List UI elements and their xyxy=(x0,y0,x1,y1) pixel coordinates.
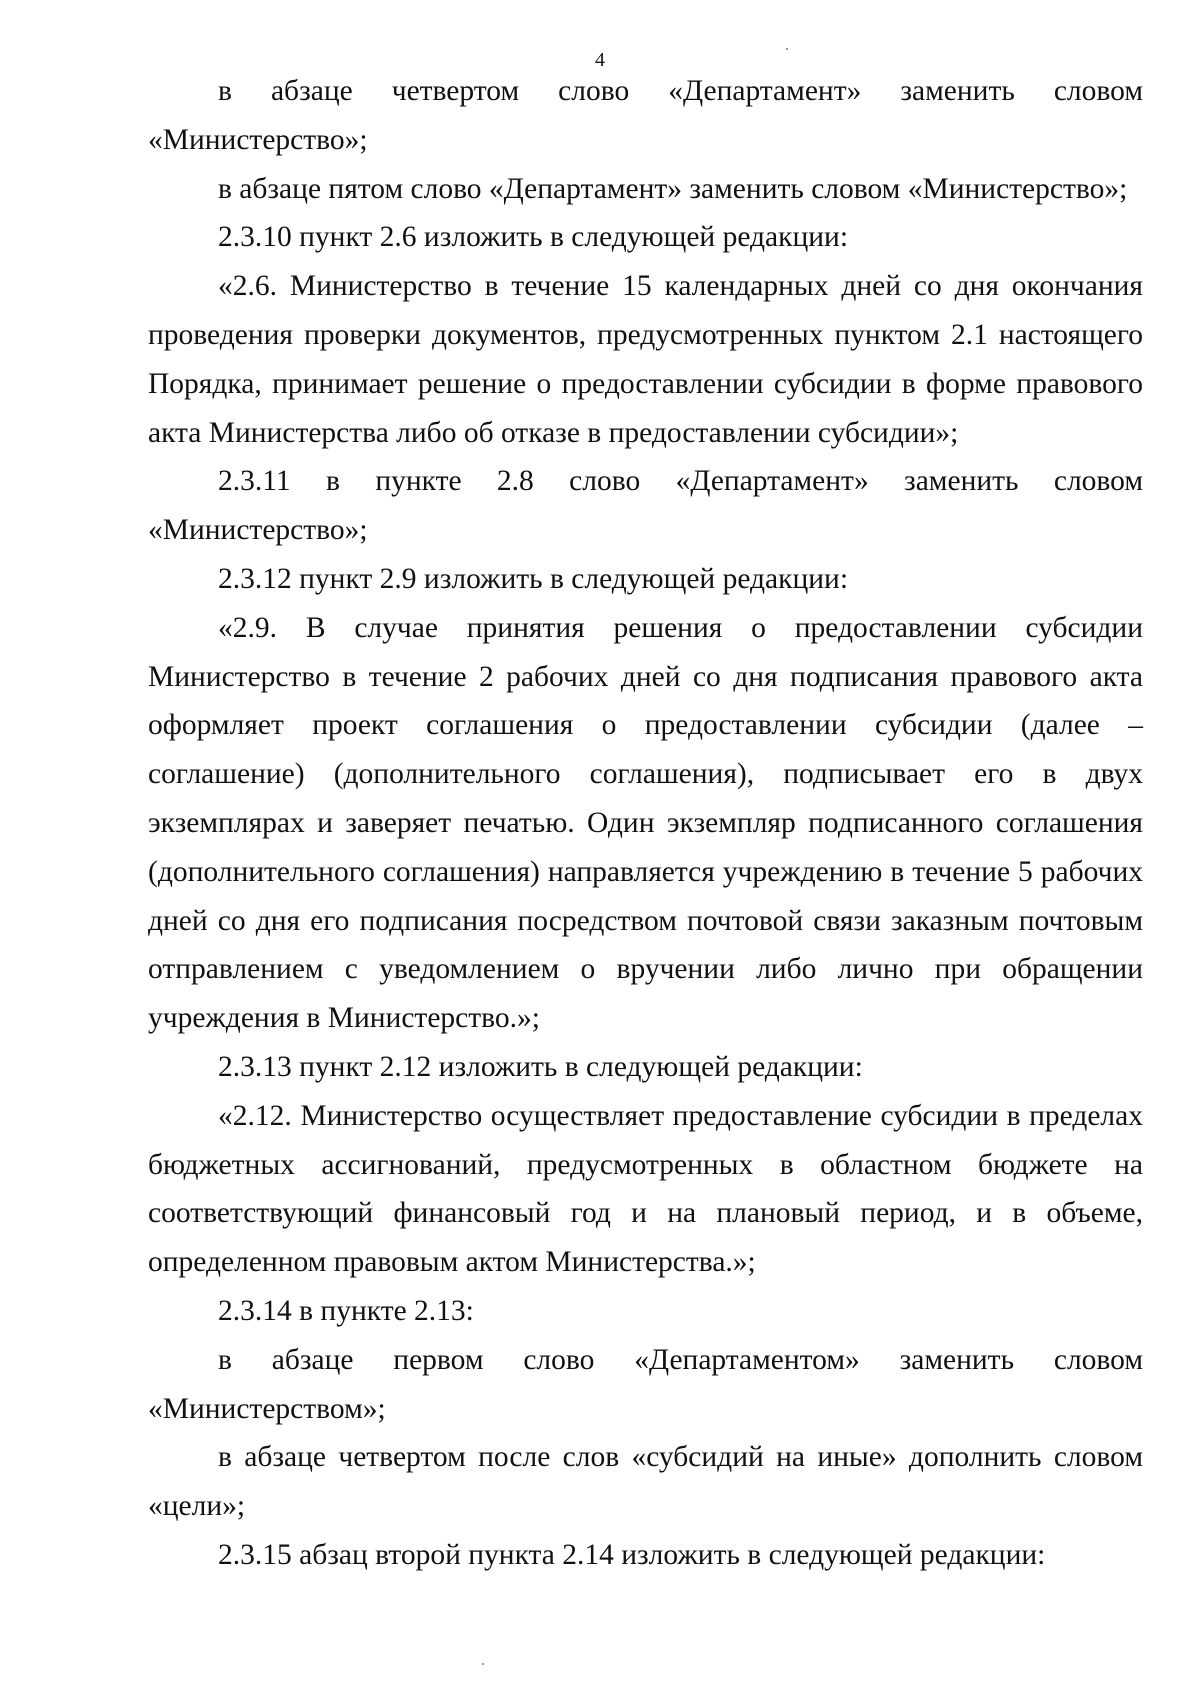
paragraph-7: «2.9. В случае принятия решения о предоставлении субсидии Министерство в течение 2 рабочих дней со дня подписания правового акта оформляет проект соглашения о предоставлении субсидии (далее – соглашение) (дополнительного соглашения), подписывает его в двух экземплярах и заверяет печатью. Один экземпляр подписанного соглашения (дополнительного соглашения) направляется учреждению в течение 5 рабочих дней со дня его подписания посредством почтовой связи заказным почтовым отправлением с уведомлением о вручении либо лично при обращении учреждения в Министерство.»; xyxy=(148,611,1143,1035)
paragraph-5: 2.3.11 в пункте 2.8 слово «Департамент» заменить словом «Министерство»; xyxy=(148,465,1143,547)
paragraph-8: 2.3.13 пункт 2.12 изложить в следующей редакции: xyxy=(218,1050,863,1083)
paragraph-13: 2.3.15 абзац второй пункта 2.14 изложить в следующей редакции: xyxy=(218,1538,1046,1571)
scan-speck xyxy=(482,1663,484,1665)
paragraph-3: 2.3.10 пункт 2.6 изложить в следующей редакции: xyxy=(218,221,849,254)
paragraph-9: «2.12. Министерство осуществляет предоставление субсидии в пределах бюджетных ассигнований, предусмотренных в областном бюджете на соответствующий финансовый год и на плановый период, и в объеме, определенном правовым актом Министерства.»; xyxy=(148,1099,1143,1279)
paragraph-10: 2.3.14 в пункте 2.13: xyxy=(218,1294,474,1327)
paragraph-6: 2.3.12 пункт 2.9 изложить в следующей редакции: xyxy=(218,562,849,595)
paragraph-4: «2.6. Министерство в течение 15 календарных дней со дня окончания проведения проверки документов, предусмотренных пунктом 2.1 настоящего Порядка, принимает решение о предоставлении субсидии в форме правового акта Министерства либо об отказе в предоставлении субсидии»; xyxy=(148,270,1143,449)
page-number: 4 xyxy=(595,49,605,71)
paragraph-1: в абзаце четвертом слово «Департамент» заменить словом «Министерство»; xyxy=(148,75,1143,156)
scan-speck xyxy=(786,48,788,50)
paragraph-11: в абзаце первом слово «Департаментом» заменить словом «Министерством»; xyxy=(148,1343,1143,1425)
document-body xyxy=(148,67,1143,1580)
paragraph-2: в абзаце пятом слово «Департамент» заменить словом «Министерство»; xyxy=(218,172,1128,205)
paragraph-12: в абзаце четвертом после слов «субсидий на иные» дополнить словом «цели»; xyxy=(148,1441,1143,1523)
